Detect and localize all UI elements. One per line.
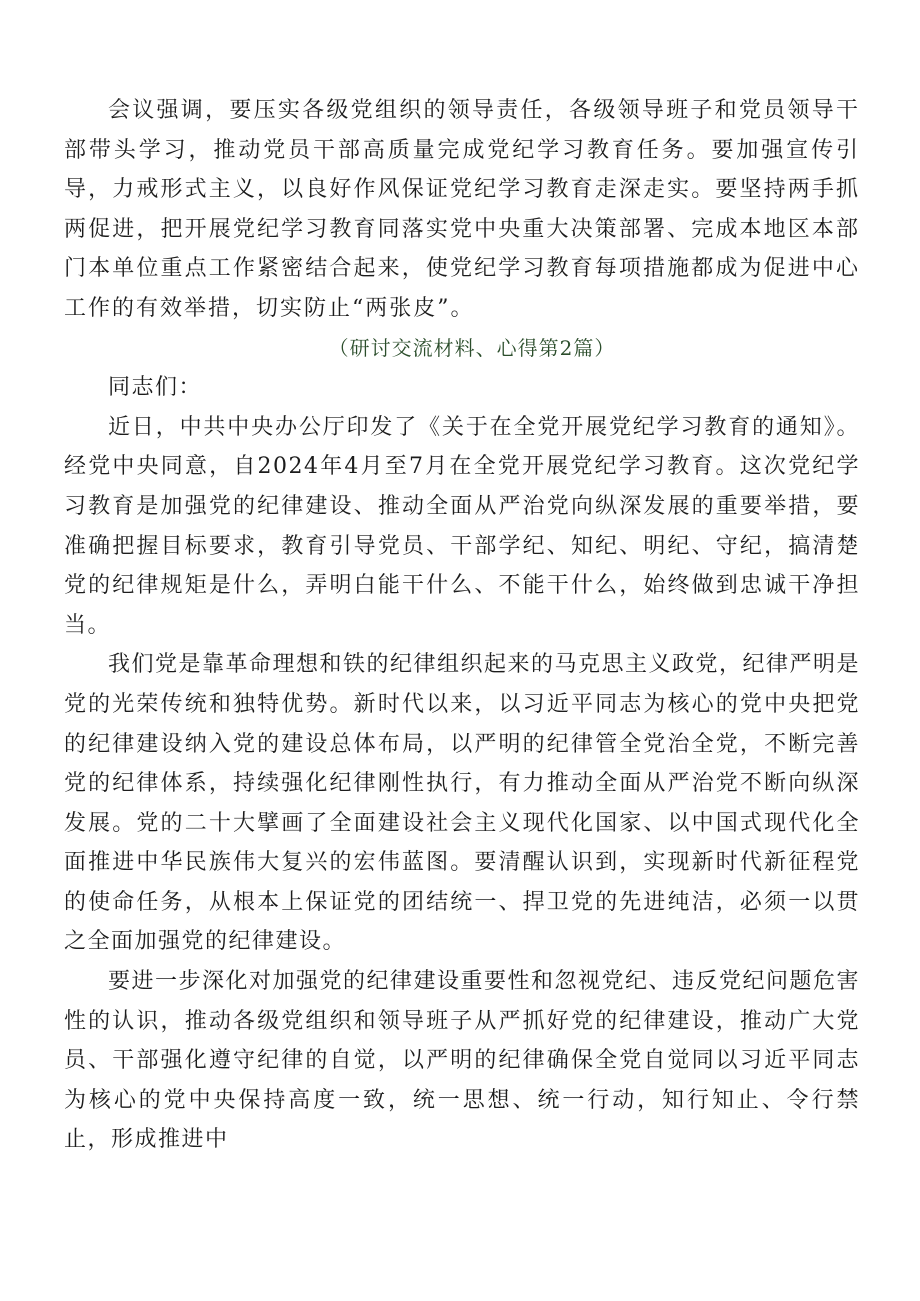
paragraph-notice: 近日，中共中央办公厅印发了《关于在全党开展党纪学习教育的通知》。经党中央同意，自2024年4月至7月在全党开展党纪学习教育。这次党纪学习教育是加强党的纪律建设、推动全面从严治党向纵深发展的重要举措，要准确把握目标要求，教育引导党员、干部学纪、知纪、明纪、守纪，搞清楚党的纪律规矩是什么，弄明白能干什么、不能干什么，始终做到忠诚干净担当。 — [64, 414, 860, 638]
paragraph-meeting-emphasis: 会议强调，要压实各级党组织的领导责任，各级领导班子和党员领导干部带头学习，推动党员干部高质量完成党纪学习教育任务。要加强宣传引导，力戒形式主义，以良好作风保证党纪学习教育走深走实。要坚持两手抓两促进，把开展党纪学习教育同落实党中央重大决策部署、完成本地区本部门本单位重点工作紧密结合起来，使党纪学习教育每项措施都成为促进中心工作的有效举措，切实防止“两张皮”。 — [64, 98, 860, 321]
greeting: 同志们： — [108, 375, 203, 401]
document-body — [64, 91, 860, 1160]
paragraph-party-discipline: 我们党是靠革命理想和铁的纪律组织起来的马克思主义政党，纪律严明是党的光荣传统和独特优势。新时代以来，以习近平同志为核心的党中央把党的纪律建设纳入党的建设总体布局，以严明的纪律管全党治全党，不断完善党的纪律体系，持续强化纪律刚性执行，有力推动全面从严治党不断向纵深发展。党的二十大擘画了全面建设社会主义现代化国家、以中国式现代化全面推进中华民族伟大复兴的宏伟蓝图。要清醒认识到，实现新时代新征程党的使命任务，从根本上保证党的团结统一、捍卫党的先进纯洁，必须一以贯之全面加强党的纪律建设。 — [64, 652, 861, 955]
paragraph-deepen-understanding: 要进一步深化对加强党的纪律建设重要性和忽视党纪、违反党纪问题危害性的认识，推动各级党组织和领导班子从严抓好党的纪律建设，推动广大党员、干部强化遵守纪律的自觉，以严明的纪律确保全党自觉同以习近平同志为核心的党中央保持高度一致，统一思想、统一行动，知行知止、令行禁止，形成推进中 — [64, 969, 861, 1153]
section-title: （研讨交流材料、心得第2篇） — [328, 335, 616, 360]
